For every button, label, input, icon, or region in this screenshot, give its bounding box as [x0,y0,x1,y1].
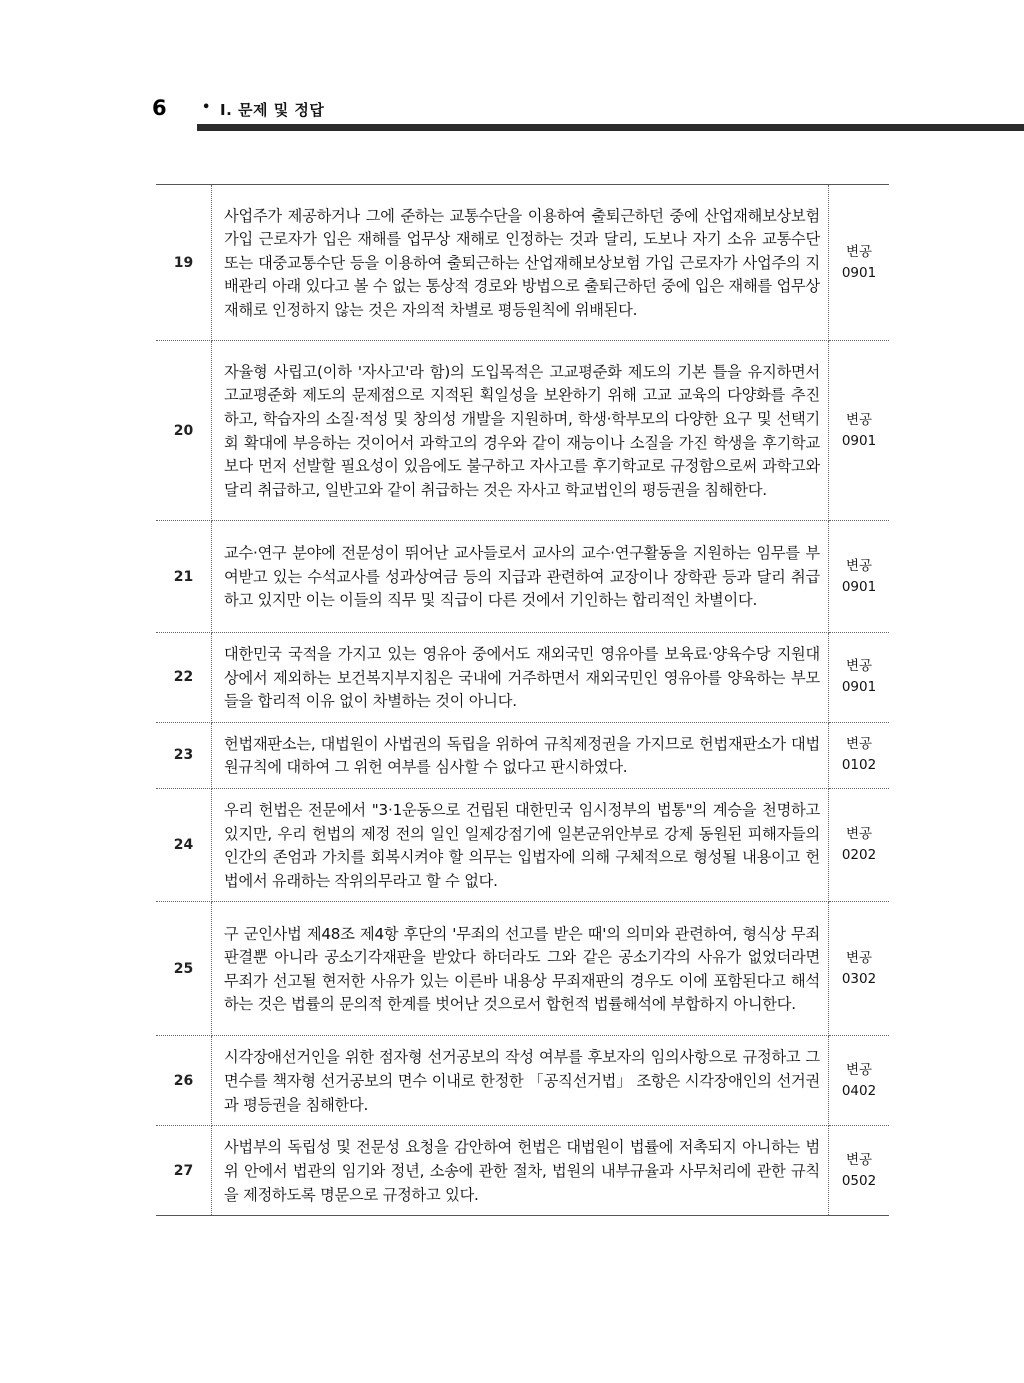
question-text: 사법부의 독립성 및 전문성 요청을 감안하여 헌법은 대법원이 법률에 저촉되지 아니하는 범위 안에서 법관의 임기와 정년, 소송에 관한 절차, 법원의 내부규율과 사무처리에 관한 규칙을 제정하도록 명문으로 규정하고 있다. [212,1126,829,1216]
question-number: 26 [156,1036,212,1126]
source-code [829,902,890,1036]
source-subject: 변공 [845,243,873,260]
section-title: Ⅰ. 문제 및 정답 [220,101,325,119]
source-number: 0102 [841,757,877,774]
question-text: 사업주가 제공하거나 그에 준하는 교통수단을 이용하여 출퇴근하던 중에 산업재해보상보험 가입 근로자가 입은 재해를 업무상 재해로 인정하는 것과 달리, 도보나 자기 소유 교통수단 또는 대중교통수단 등을 이용하여 출퇴근하는 산업재해보상보험 가입 근로자가 사업주의 지배관리 아래 있다고 볼 수 없는 통상적 경로와 방법으로 출퇴근하던 중에 입은 재해를 업무상 재해로 인정하지 않는 것은 자의적 차별로 평등원칙에 위배된다. [212,185,829,341]
source-number: 0901 [841,432,877,449]
question-row [156,521,889,633]
source-code [829,1126,890,1216]
question-row [156,633,889,723]
source-number: 0901 [841,578,877,595]
question-text: 시각장애선거인을 위한 점자형 선거공보의 작성 여부를 후보자의 임의사항으로 규정하고 그 면수를 책자형 선거공보의 면수 이내로 한정한 「공직선거법」 조항은 시각장애인의 선거권과 평등권을 침해한다. [212,1036,829,1126]
question-number: 21 [156,521,212,633]
source-subject: 변공 [845,411,873,428]
question-row [156,1126,889,1216]
bullet-icon: • [202,100,211,115]
source-number: 0502 [841,1172,877,1189]
source-number: 0302 [841,970,877,987]
page-header [0,0,1024,135]
question-row [156,341,889,521]
question-text: 교수·연구 분야에 전문성이 뛰어난 교사들로서 교사의 교수·연구활동을 지원하는 임무를 부여받고 있는 수석교사를 성과상여금 등의 지급과 관련하여 교장이나 장학관 등과 달리 취급하고 있지만 이는 이들의 직무 및 직급이 다른 것에서 기인하는 합리적인 차별이다. [212,521,829,633]
question-row [156,902,889,1036]
question-row [156,185,889,341]
source-number: 0901 [841,679,877,696]
question-text: 대한민국 국적을 가지고 있는 영유아 중에서도 재외국민 영유아를 보육료·양육수당 지원대상에서 제외하는 보건복지부지침은 국내에 거주하면서 재외국민인 영유아를 양육하는 부모들을 합리적 이유 없이 차별하는 것이 아니다. [212,633,829,723]
source-number: 0202 [841,847,877,864]
question-text: 자율형 사립고(이하 '자사고'라 함)의 도입목적은 고교평준화 제도의 기본 틀을 유지하면서 고교평준화 제도의 문제점으로 지적된 획일성을 보완하기 위해 고교 교육의 다양화를 추진하고, 학습자의 소질·적성 및 창의성 개발을 지원하며, 학생·학부모의 다양한 요구 및 선택기회 확대에 부응하는 것이어서 과학고의 경우와 같이 재능이나 소질을 가진 학생을 후기학교보다 먼저 선발할 필요성이 있음에도 불구하고 자사고를 후기학교로 규정함으로써 과학고와 달리 취급하고, 일반고와 같이 취급하는 것은 자사고 학교법인의 평등권을 침해한다. [212,341,829,521]
source-subject: 변공 [845,1061,873,1078]
question-row [156,1036,889,1126]
source-code [829,185,890,341]
question-row [156,788,889,901]
question-text: 헌법재판소는, 대법원이 사법권의 독립을 위하여 규칙제정권을 가지므로 헌법재판소가 대법원규칙에 대하여 그 위헌 여부를 심사할 수 없다고 판시하였다. [212,722,829,788]
question-number: 22 [156,633,212,723]
question-table [156,184,889,1216]
question-number: 25 [156,902,212,1036]
source-code [829,521,890,633]
question-text: 우리 헌법은 전문에서 "3·1운동으로 건립된 대한민국 임시정부의 법통"의 계승을 천명하고 있지만, 우리 헌법의 제정 전의 일인 일제강점기에 일본군위안부로 강제 동원된 피해자들의 인간의 존엄과 가치를 회복시켜야 할 의무는 입법자에 의해 구체적으로 형성될 내용이고 헌법에서 유래하는 작위의무라고 할 수 없다. [212,788,829,901]
question-row [156,722,889,788]
source-number: 0901 [841,264,877,281]
source-code [829,633,890,723]
question-number: 19 [156,185,212,341]
source-code [829,341,890,521]
source-subject: 변공 [845,949,873,966]
source-subject: 변공 [845,1151,873,1168]
question-number: 24 [156,788,212,901]
source-code [829,1036,890,1126]
question-number: 20 [156,341,212,521]
source-number: 0402 [841,1082,877,1099]
source-subject: 변공 [845,826,873,843]
header-rule [197,124,1024,131]
source-subject: 변공 [845,736,873,753]
source-code [829,722,890,788]
source-subject: 변공 [845,658,873,675]
page-number: 6 [152,96,167,120]
question-number: 23 [156,722,212,788]
question-number: 27 [156,1126,212,1216]
source-code [829,788,890,901]
source-subject: 변공 [845,557,873,574]
question-text: 구 군인사법 제48조 제4항 후단의 '무죄의 선고를 받은 때'의 의미와 관련하여, 형식상 무죄판결뿐 아니라 공소기각재판을 받았다 하더라도 그와 같은 공소기각의 사유가 없었더라면 무죄가 선고될 현저한 사유가 있는 이른바 내용상 무죄재판의 경우도 이에 포함된다고 해석하는 것은 법률의 문의적 한계를 벗어난 것으로서 합헌적 법률해석에 부합하지 아니한다. [212,902,829,1036]
